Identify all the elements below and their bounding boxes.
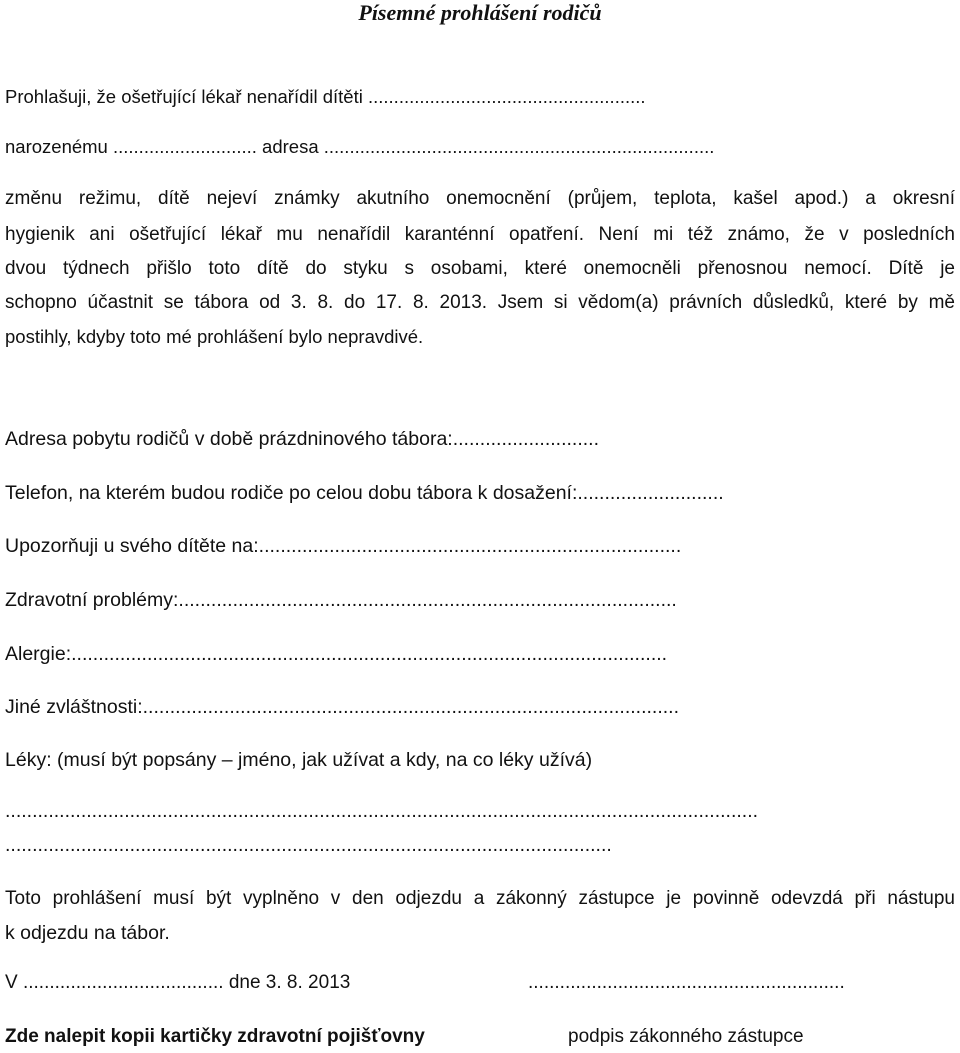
declaration-line-3: změnu režimu, dítě nejeví známky akutního onemocnění (průjem, teplota, kašel apod.) a okresní (5, 188, 955, 209)
notice-line-1: Toto prohlášení musí být vyplněno v den odjezdu a zákonný zástupce je povinně odevzdá při nástupu (5, 888, 955, 909)
medicines-field: Léky: (musí být popsány – jméno, jak užívat a kdy, na co léky užívá) (5, 749, 593, 771)
allergies-field: Alergie:.............................................................................................................. (5, 643, 668, 665)
medicines-blank-line-2: ................................................................................................................ (5, 834, 612, 856)
declaration-line-6: schopno účastnit se tábora od 3. 8. do 17. 8. 2013. Jsem si vědom(a) právních důsledků, které by mě (5, 292, 955, 313)
health-problems-field: Zdravotní problémy:............................................................................................ (5, 589, 677, 611)
insurance-card-note: Zde nalepit kopii kartičky zdravotní pojišťovny (5, 1026, 425, 1047)
parents-address-field: Adresa pobytu rodičů v době prázdninového tábora:........................... (5, 428, 599, 450)
other-field: Jiné zvláštnosti:................................................................................................... (5, 696, 679, 718)
signature-line: ............................................................ (528, 972, 845, 993)
declaration-line-7: postihly, kdyby toto mé prohlášení bylo nepravdivé. (5, 326, 424, 347)
medicines-blank-line-1: ........................................................................................................................................... (5, 800, 759, 822)
declaration-line-child: Prohlašuji, že ošetřující lékař nenařídil dítěti ...................................................... (5, 86, 646, 107)
page-title: Písemné prohlášení rodičů (358, 0, 602, 25)
declaration-line-5: dvou týdnech přišlo toto dítě do styku s osobami, které onemocněli přenosnou nemocí. Dítě je (5, 258, 955, 279)
place-date: V ...................................... dne 3. 8. 2013 (5, 972, 351, 993)
signature-label: podpis zákonného zástupce (568, 1026, 804, 1047)
declaration-line-4: hygienik ani ošetřující lékař mu nenařídil karanténní opatření. Není mi též známo, že v posledních (5, 224, 955, 245)
notice-line-2: k odjezdu na tábor. (5, 922, 170, 944)
warning-field: Upozorňuji u svého dítěte na:.............................................................................. (5, 535, 682, 557)
phone-field: Telefon, na kterém budou rodiče po celou dobu tábora k dosažení:........................... (5, 482, 724, 504)
declaration-line-birth-address: narozenému ............................ adresa ............................................................................ (5, 136, 715, 157)
